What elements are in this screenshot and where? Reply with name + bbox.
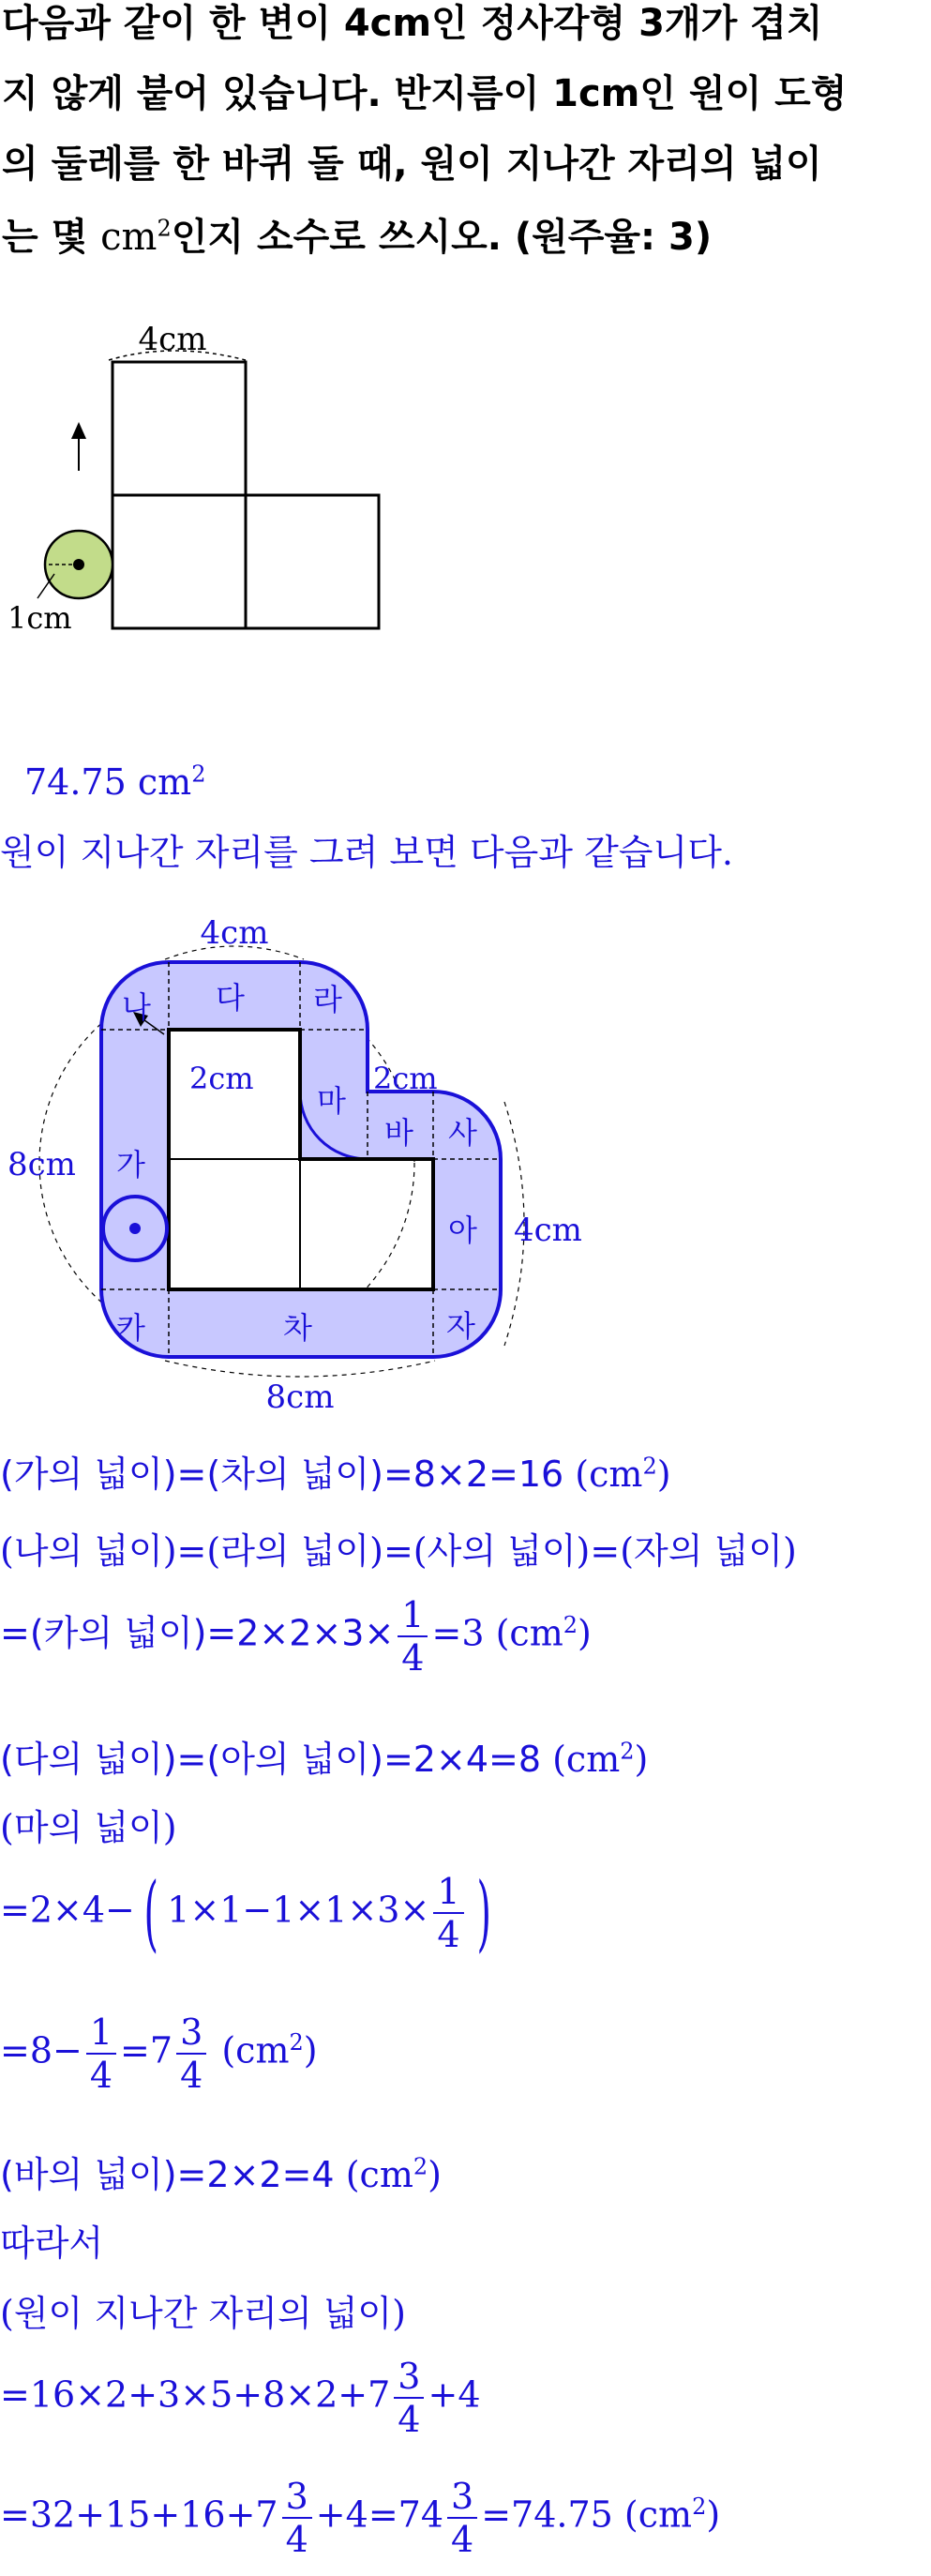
figure1-radius-label: 1cm	[8, 600, 72, 636]
solution-line-1: (가의 넓이)=(차의 넓이)=8×2=16 $(cm^2)$	[0, 1453, 671, 1495]
answer-value: 74.75 $cm^2$	[24, 761, 206, 803]
solution-circle-center	[129, 1223, 141, 1234]
region-na: 나	[122, 989, 151, 1025]
solution-line-7: =8− $\frac{1}{4}$ =7 $\frac{3}{4}$ $(cm^2)$	[0, 2011, 318, 2096]
solution-line-8: (바의 넓이)=2×2=4 $(cm^2)$	[0, 2153, 442, 2195]
fig2-right-label: 4cm	[514, 1212, 582, 1249]
close-paren: )	[475, 1864, 491, 1961]
solution-line-11: =16×2+3×5+8×2+7 $\frac{3}{4}$ +4	[0, 2356, 481, 2440]
figure1-top-label: 4cm	[138, 321, 207, 358]
square-top	[113, 362, 246, 495]
region-sa: 사	[448, 1115, 477, 1151]
region-ba: 바	[384, 1115, 413, 1151]
problem-line-3: 의 둘레를 한 바퀴 돌 때, 원이 지나간 자리의 넓이	[2, 143, 822, 186]
region-ma: 마	[317, 1083, 346, 1119]
problem-figure	[0, 300, 413, 647]
fig2-bottom-label: 8cm	[265, 1378, 335, 1416]
region-a: 아	[448, 1213, 477, 1248]
square-bottom-left	[113, 495, 246, 628]
fig2-inner-label-2: 2cm	[373, 1061, 438, 1096]
up-arrow-icon	[71, 422, 86, 439]
square-bottom-right	[246, 495, 379, 628]
region-cha: 차	[283, 1310, 312, 1346]
fig2-top-label: 4cm	[200, 914, 269, 952]
solution-line-10: (원이 지나간 자리의 넓이)	[0, 2293, 406, 2334]
problem-line-1: 다음과 같이 한 변이 4cm인 정사각형 3개가 겹치	[2, 2, 823, 45]
bottom-dim-arc	[165, 1361, 435, 1377]
open-paren: (	[143, 1864, 158, 1961]
solution-line-6: =2×4− ( 1×1−1×1×3× $\frac{1}{4}$ )	[0, 1864, 491, 1961]
explanation-text: 원이 지나간 자리를 그려 보면 다음과 같습니다.	[0, 832, 734, 873]
region-ja: 자	[446, 1308, 475, 1344]
fig2-inner-label-1: 2cm	[189, 1061, 254, 1096]
solution-line-9: 따라서	[0, 2222, 104, 2264]
solution-line-2: (나의 넓이)=(라의 넓이)=(사의 넓이)=(자의 넓이)	[0, 1530, 797, 1572]
region-ka: 카	[116, 1310, 145, 1346]
problem-line-4: 는 몇 $cm^2$인지 소수로 쓰시오. (원주율: 3)	[2, 215, 713, 259]
region-da: 다	[216, 980, 245, 1016]
solution-figure	[0, 914, 600, 1421]
solution-line-5: (마의 넓이)	[0, 1807, 177, 1848]
problem-line-2: 지 않게 붙어 있습니다. 반지름이 1cm인 원이 도형	[2, 72, 848, 115]
region-ra: 라	[313, 982, 342, 1017]
solution-line-12: =32+15+16+7 $\frac{3}{4}$ +4=74 $\frac{3}{4}$ =74.75 $(cm^2)$	[0, 2476, 721, 2560]
fig2-left-label: 8cm	[8, 1146, 76, 1183]
solution-line-4: (다의 넓이)=(아의 넓이)=2×4=8 $(cm^2)$	[0, 1738, 649, 1780]
region-ga: 가	[116, 1147, 145, 1183]
solution-line-3: =(카의 넓이)=2×2×3× $\frac{1}{4}$ =3 $(cm^2)$	[0, 1594, 592, 1679]
